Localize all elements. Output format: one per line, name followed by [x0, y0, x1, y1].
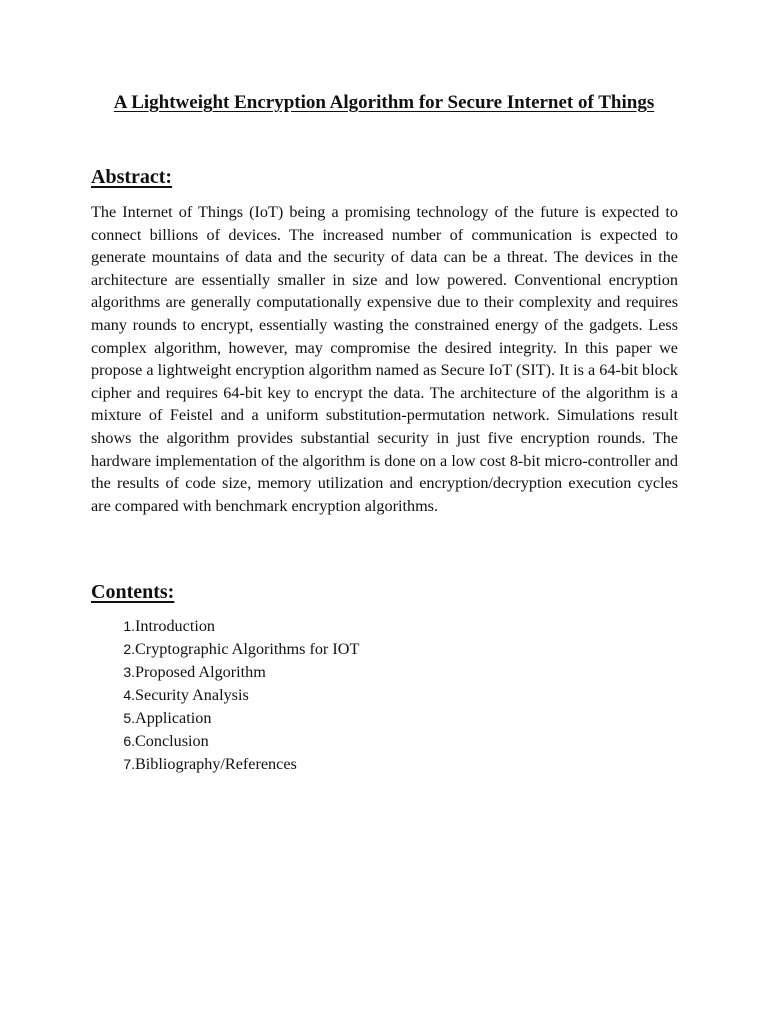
- paper-title: A Lightweight Encryption Algorithm for Secure Internet of Things: [113, 92, 655, 113]
- contents-item-number: 7.: [123, 756, 135, 772]
- contents-item-number: 3.: [123, 664, 135, 680]
- contents-item-label: Introduction: [135, 617, 216, 635]
- abstract-heading: Abstract:: [91, 166, 173, 188]
- abstract-body: The Internet of Things (IoT) being a promising technology of the future is expected to connect billions of devices. The increased number of communication is expected to generate mountains of data and the security of data can be a threat. The devices in the architecture are essentially smaller in size and low powered. Conventional encryption algorithms are generally computationally expensive due to their complexity and requires many rounds to encrypt, essentially wasting the constrained energy of the gadgets. Less complex algorithm, however, may compromise the desired integrity. In this paper we propose a lightweight encryption algorithm named as Secure IoT (SIT). It is a 64-bit block cipher and requires 64-bit key to encrypt the data. The architecture of the algorithm is a mixture of Feistel and a uniform substitution-permutation network. Simulations result shows the algorithm provides substantial security in just five encryption rounds. The hardware implementation of the algorithm is done on a low cost 8-bit micro-controller and the results of code size, memory utilization and encryption/decryption execution cycles are compared with benchmark encryption algorithms.: [91, 203, 678, 515]
- contents-item-label: Bibliography/References: [135, 755, 297, 773]
- contents-item-security-analysis: [91, 686, 359, 709]
- contents-item-application: [91, 709, 359, 732]
- contents-item-label: Application: [135, 709, 212, 727]
- contents-item-number: 4.: [123, 687, 135, 703]
- contents-item-number: 1.: [123, 618, 135, 634]
- contents-item-number: 6.: [123, 733, 135, 749]
- contents-item-label: Conclusion: [135, 732, 209, 750]
- contents-item-label: Proposed Algorithm: [135, 663, 266, 681]
- contents-item-label: Cryptographic Algorithms for IOT: [135, 640, 360, 658]
- contents-item-conclusion: [91, 732, 359, 755]
- contents-list: [91, 617, 359, 778]
- contents-item-proposed-algorithm: [91, 663, 359, 686]
- contents-item-label: Security Analysis: [135, 686, 249, 704]
- contents-item-number: 5.: [123, 710, 135, 726]
- contents-item-introduction: [91, 617, 359, 640]
- contents-heading: Contents:: [91, 581, 175, 603]
- contents-item-bibliography: [91, 755, 359, 778]
- contents-item-cryptographic-algorithms: [91, 640, 359, 663]
- contents-item-number: 2.: [123, 641, 135, 657]
